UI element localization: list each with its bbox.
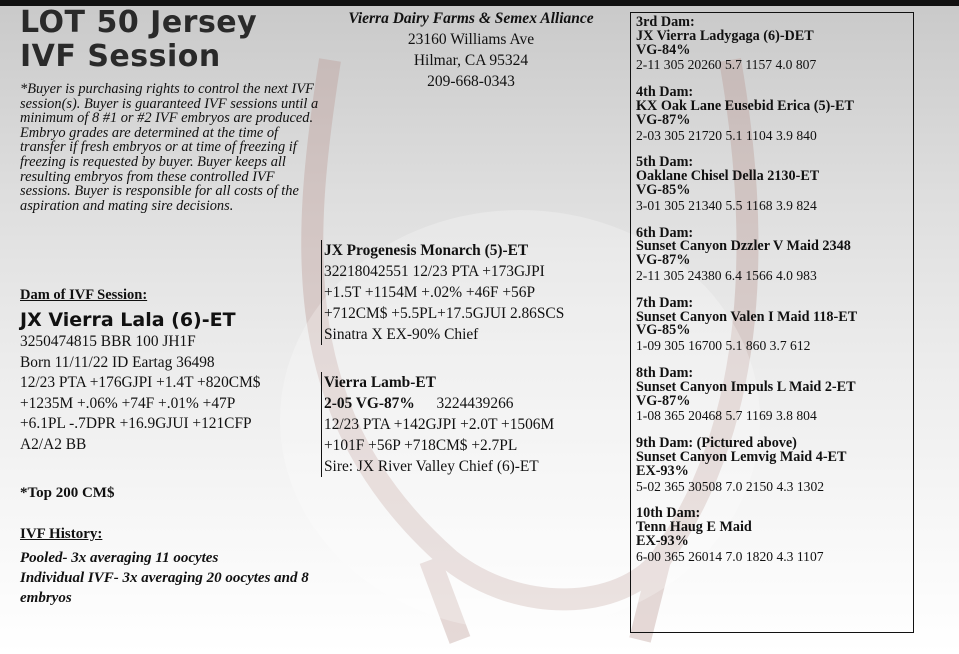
dam-line: 3250474815 BBR 100 JH1F bbox=[20, 333, 196, 350]
pedigree-stats: 2-03 305 21720 5.1 1104 3.9 840 bbox=[636, 127, 817, 143]
pedigree-entry bbox=[636, 224, 913, 283]
pedigree-stats: 1-08 365 20468 5.7 1169 3.8 804 bbox=[636, 408, 817, 424]
pedigree-label: 3rd Dam: bbox=[636, 14, 695, 30]
lot-title bbox=[20, 6, 320, 74]
pedigree-label: 10th Dam: bbox=[636, 505, 701, 522]
second-dam-score: 2-05 VG-87% bbox=[324, 395, 415, 412]
lot-title-line2: IVF Session bbox=[20, 39, 221, 74]
second-dam-line: Sire: JX River Valley Chief (6)-ET bbox=[324, 458, 539, 475]
pedigree-name: KX Oak Lane Eusebid Erica (5)-ET bbox=[636, 97, 854, 114]
pedigree-entry bbox=[636, 437, 913, 493]
dam-line: +1235M +.06% +74F +.01% +47P bbox=[20, 394, 236, 412]
pedigree-stats: 2-11 305 24380 6.4 1566 4.0 983 bbox=[636, 267, 817, 283]
dam-line: +6.1PL -.7DPR +16.9GJUI +121CFP bbox=[20, 415, 252, 432]
pedigree-name: Sunset Canyon Dzzler V Maid 2348 bbox=[636, 238, 851, 255]
pedigree-name: Sunset Canyon Valen I Maid 118-ET bbox=[636, 308, 858, 325]
pedigree-stats: 6-00 365 26014 7.0 1820 4.3 1107 bbox=[636, 548, 824, 564]
pedigree-entry bbox=[636, 294, 913, 354]
second-dam-line: +101F +56P +718CM$ +2.7PL bbox=[324, 437, 518, 454]
pedigree-score: VG-87% bbox=[636, 111, 691, 128]
pedigree-name: Tenn Haug E Maid bbox=[636, 519, 752, 536]
pedigree-stats: 2-11 305 20260 5.7 1157 4.0 807 bbox=[636, 57, 817, 73]
pedigree-score: VG-87% bbox=[636, 252, 691, 269]
dam-heading: Dam of IVF Session: bbox=[20, 287, 148, 303]
pedigree-box bbox=[630, 12, 914, 633]
pedigree-score: VG-84% bbox=[636, 41, 691, 58]
buyer-terms-note: *Buyer is purchasing rights to control the next IVF session(s). Buyer is guaranteed IVF sessions until a minimum of 8 #1 or #2 IVF embryos are produced. Embryo grades are determined at the time of transfer if fresh embryos or at time of freezing if freezing is requested by buyer. Buyer keeps all resulting embryos from these controlled IVF sessions. Buyer is responsible for all costs of the aspiration and mating sire decisions. bbox=[20, 81, 319, 214]
pedigree-stats: 5-02 365 30508 7.0 2150 4.3 1302 bbox=[636, 478, 825, 494]
sire-line: 32218042551 12/23 PTA +173GJPI bbox=[324, 263, 545, 280]
pedigree-label: 7th Dam: bbox=[636, 294, 694, 311]
pedigree-label: 8th Dam: bbox=[636, 364, 694, 381]
pedigree-name: Oaklane Chisel Della 2130-ET bbox=[636, 168, 820, 185]
pedigree-stats: 3-01 305 21340 5.5 1168 3.9 824 bbox=[636, 197, 817, 213]
lot-title-line1: LOT 50 Jersey bbox=[20, 5, 258, 40]
second-dam-score-line bbox=[324, 393, 619, 414]
pedigree-score: VG-87% bbox=[636, 392, 691, 409]
pedigree-label: 5th Dam: bbox=[636, 154, 694, 171]
dam-details bbox=[20, 332, 320, 455]
ivf-history-heading: IVF History: bbox=[20, 526, 103, 542]
pedigree-name: Sunset Canyon Lemvig Maid 4-ET bbox=[636, 448, 847, 465]
second-dam-name: Vierra Lamb-ET bbox=[324, 374, 436, 391]
ivf-history-line: Individual IVF- 3x averaging 20 oocytes and 8 embryos bbox=[20, 570, 309, 606]
pedigree-score: EX-93% bbox=[636, 462, 689, 479]
dam-line: Born 11/11/22 ID Eartag 36498 bbox=[20, 353, 215, 371]
pedigree-label: 9th Dam: (Pictured above) bbox=[636, 435, 797, 452]
dam-line: A2/A2 BB bbox=[20, 435, 87, 453]
sire-line: +1.5T +1154M +.02% +46F +56P bbox=[324, 284, 536, 301]
ivf-history-line: Pooled- 3x averaging 11 oocytes bbox=[20, 550, 219, 566]
pedigree-stats: 1-09 305 16700 5.1 860 3.7 612 bbox=[636, 338, 811, 354]
sire-name: JX Progenesis Monarch (5)-ET bbox=[324, 242, 529, 259]
pedigree-entry bbox=[636, 364, 913, 424]
phone-number: 209-668-0343 bbox=[427, 73, 515, 90]
pedigree-entry bbox=[636, 156, 913, 212]
pedigree-entry bbox=[636, 86, 913, 142]
second-dam-reg: 3224439266 bbox=[436, 395, 514, 412]
second-dam-line: 12/23 PTA +142GJPI +2.0T +1506M bbox=[324, 416, 555, 433]
pedigree-label: 4th Dam: bbox=[636, 84, 694, 101]
sire-block bbox=[321, 240, 619, 345]
address-line1: 23160 Williams Ave bbox=[407, 31, 535, 48]
second-dam-block bbox=[321, 372, 619, 477]
sire-line: Sinatra X EX-90% Chief bbox=[324, 326, 479, 343]
pedigree-entry bbox=[636, 16, 913, 72]
top-200-badge: *Top 200 CM$ bbox=[20, 485, 115, 501]
dam-line: 12/23 PTA +176GJPI +1.4T +820CM$ bbox=[20, 374, 261, 391]
pedigree-name: Sunset Canyon Impuls L Maid 2-ET bbox=[636, 378, 856, 395]
address-line2: Hilmar, CA 95324 bbox=[413, 52, 529, 69]
pedigree-score: VG-85% bbox=[636, 181, 691, 198]
pedigree-score: VG-85% bbox=[636, 322, 691, 339]
pedigree-label: 6th Dam: bbox=[636, 224, 694, 241]
pedigree-entry bbox=[636, 507, 913, 563]
pedigree-score: EX-93% bbox=[636, 532, 689, 549]
contact-block bbox=[326, 8, 616, 92]
ivf-history bbox=[20, 548, 320, 608]
farm-name: Vierra Dairy Farms & Semex Alliance bbox=[348, 10, 594, 27]
pedigree-name: JX Vierra Ladygaga (6)-DET bbox=[636, 27, 814, 44]
sire-line: +712CM$ +5.5PL+17.5GJUI 2.86SCS bbox=[324, 305, 565, 322]
dam-name: JX Vierra Lala (6)-ET bbox=[20, 309, 236, 331]
